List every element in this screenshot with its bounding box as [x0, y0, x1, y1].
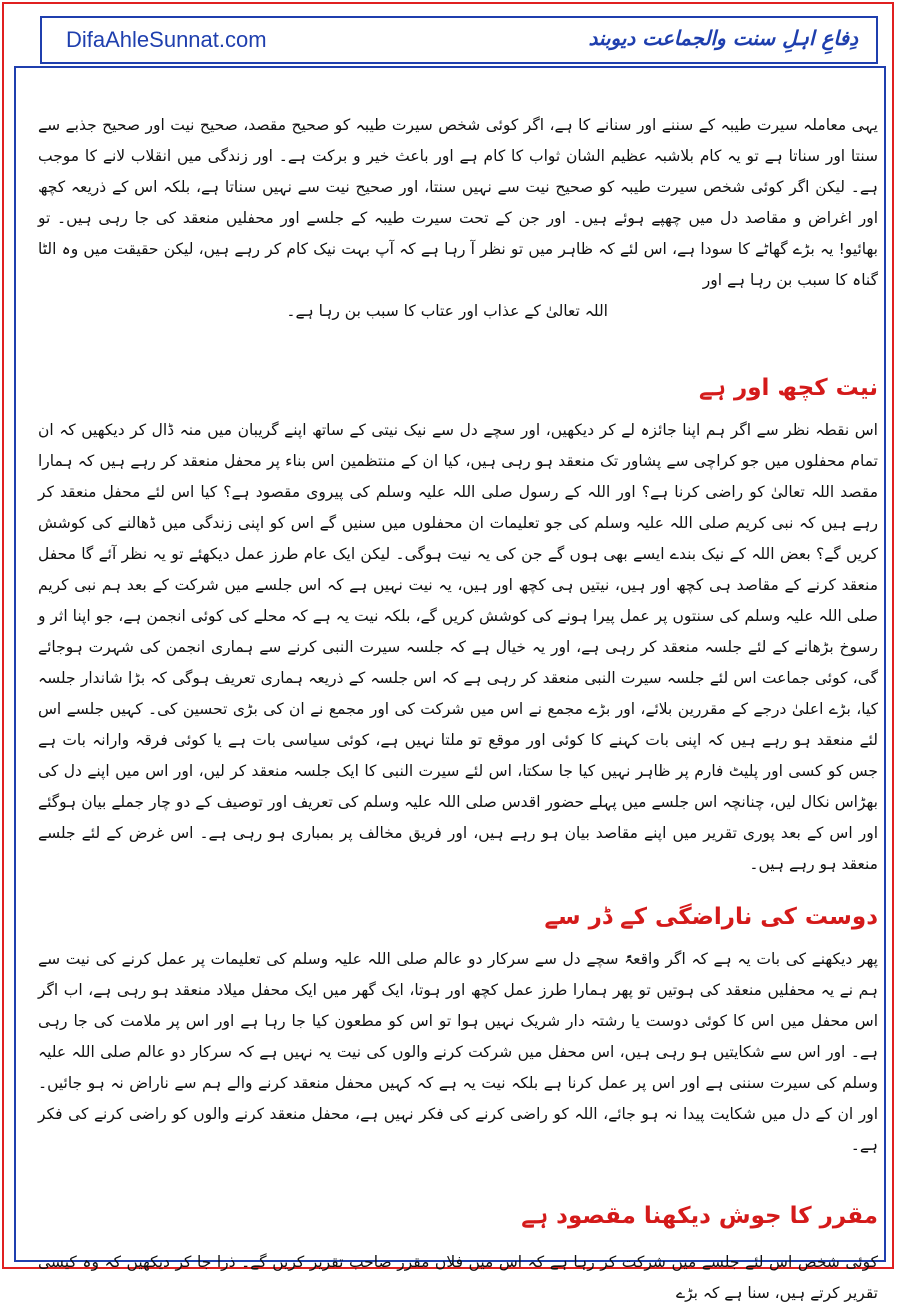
- section-paragraph-dost: پھر دیکھنے کی بات یہ ہے کہ اگر واقعۃً سچے دل سے سرکار دو عالم صلی اللہ علیہ وسلم کی تعلیمات پر عمل کرنے کی نیت سے ہم نے یہ محفلیں منعقد کی ہوتیں تو پھر ہمارا طرز عمل کچھ اور ہوتا، ایک گھر میں ایک محفل میلاد منعقد ہو رہی ہے، اب اگر اس محفل میں اس کا کوئی دوست یا رشتہ دار شریک نہیں ہوا تو اس کو مطعون کیا جا رہا ہے اور اس پر ملامت کی جا رہی ہے۔ اور اس سے شکایتیں ہو رہی ہیں، اس محفل میں شرکت کرنے والوں کی نیت یہ نہیں ہے کہ سرکار دو عالم صلی اللہ علیہ وسلم کی سیرت سننی ہے اور اس پر عمل کرنا ہے بلکہ نیت یہ ہے کہ کہیں محفل منعقد کرنے والے ہم سے ناراض نہ ہو جائیں۔ اور ان کے دل میں شکایت پیدا نہ ہو جائے، اللہ کو راضی کرنے کی فکر نہیں ہے، محفل منعقد کرنے والوں کو راضی کرنے کی فکر ہے۔: [38, 950, 878, 1154]
- article-body: [38, 110, 878, 1309]
- section-heading-muqarrir: مقرر کا جوش دیکھنا مقصود ہے: [521, 1203, 878, 1229]
- section-paragraph-niyat: اس نقطہ نظر سے اگر ہم اپنا جائزہ لے کر دیکھیں، اور سچے دل سے نیک نیتی کے ساتھ اپنے گریبان میں منہ ڈال کر دیکھیں کہ ان تمام محفلوں میں جو کراچی سے پشاور تک منعقد ہو رہی ہیں، کیا ان کے منتظمین اس بناء پر محفل منعقد کر رہے ہیں کہ ہمارا مقصد اللہ تعالیٰ کو راضی کرنا ہے؟ اور اللہ کے رسول صلی اللہ علیہ وسلم کی پیروی مقصود ہے؟ کیا اس لئے محفل منعقد کر رہے ہیں کہ نبی کریم صلی اللہ علیہ وسلم کی جو تعلیمات ان محفلوں میں سنیں گے اس کو اپنی زندگی میں ڈھالنے کی کوشش کریں گے؟ بعض اللہ کے نیک بندے ایسے بھی ہوں گے جن کی یہ نیت ہوگی۔ لیکن ایک عام طرز عمل دیکھئے تو یہ نظر آئے گا محفل منعقد کرنے کے مقاصد ہی کچھ اور ہیں، نیتیں ہی کچھ اور ہیں، یہ نیت نہیں ہے کہ اس جلسے میں شرکت کے بعد ہم نبی کریم صلی اللہ علیہ وسلم کی سنتوں پر عمل پیرا ہونے کی کوشش کریں گے، بلکہ نیت یہ ہے کہ محلے کی کوئی انجمن ہے، جو اپنا اثر و رسوخ بڑھانے کے لئے جلسہ منعقد کر رہی ہے، اور یہ خیال ہے کہ جلسہ سیرت النبی کرنے سے ہماری انجمن کی شہرت ہوجائے گی، کوئی جماعت اس لئے جلسہ سیرت النبی منعقد کر رہی ہے کہ اس جلسہ کے ذریعہ ہماری تعریف ہوگی کہ بڑا شاندار جلسہ کیا، بڑے اعلیٰ درجے کے مقررین بلائے، اور بڑے مجمع نے اس میں شرکت کی اور مجمع نے ان کی بڑی تحسین کی۔ کہیں جلسے اس لئے منعقد ہو رہے ہیں کہ اپنی بات کہنے کا کوئی اور موقع تو ملتا نہیں ہے، کوئی سیاسی بات ہے یا کوئی فرقہ وارانہ بات ہے جس کو کسی اور پلیٹ فارم پر ظاہر نہیں کیا جا سکتا، اس لئے سیرت النبی کا ایک جلسہ منعقد کر لیں، اور اس میں اپنے دل کی بھڑاس نکال لیں، چنانچہ اس جلسے میں پہلے حضور اقدس صلی اللہ علیہ وسلم کی تعریف اور توصیف کے دو چار جملے بیان ہوگئے اور اس کے بعد پوری تقریر میں اپنے مقاصد بیان ہو رہے ہیں، اور فریق مخالف پر بمباری ہو رہی ہے۔ اس غرض کے لئے جلسے منعقد ہو رہے ہیں۔: [38, 421, 878, 873]
- site-url[interactable]: DifaAhleSunnat.com: [66, 27, 267, 52]
- section-heading-niyat: نیت کچھ اور ہے: [699, 375, 878, 401]
- intro-continuation: اللہ تعالیٰ کے عذاب اور عتاب کا سبب بن رہا ہے۔: [286, 302, 608, 320]
- page-header: [40, 16, 878, 64]
- section-heading-dost: دوست کی ناراضگی کے ڈر سے: [544, 904, 878, 930]
- intro-paragraph: یہی معاملہ سیرت طیبہ کے سننے اور سنانے کا ہے، اگر کوئی شخص سیرت طیبہ کو صحیح مقصد، صحیح نیت اور صحیح جذبے سے سنتا اور سناتا ہے تو یہ کام بلاشبہ عظیم الشان ثواب کا کام ہے اور باعث خیر و برکت ہے۔ اور زندگی میں انقلاب لانے کا موجب ہے۔ لیکن اگر کوئی شخص سیرت طیبہ کو صحیح نیت سے نہیں سنتا، اور صحیح نیت سے نہیں سناتا ہے، بلکہ اس کے ذریعہ کچھ اور اغراض و مقاصد دل میں چھپے ہوئے ہیں۔ اور جن کے تحت سیرت طیبہ کے جلسے اور محفلیں منعقد کی جا رہی ہیں۔ تو بھائیو! یہ بڑے گھاٹے کا سودا ہے، اس لئے کہ ظاہر میں تو نظر آ رہا ہے کہ آپ بہت نیک کام کر رہے ہیں، لیکن حقیقت میں وہ الٹا گناہ کا سبب بن رہا ہے اور: [38, 116, 878, 289]
- section-paragraph-muqarrir: کوئی شخص اس لئے جلسے میں شرکت کر رہا ہے کہ اس میں فلاں مقرر صاحب تقریر کریں گے۔ ذرا جا کر دیکھیں کہ وہ کیسی تقریر کرتے ہیں، سنا ہے کہ بڑے: [38, 1253, 878, 1302]
- site-title: دِفاعِ اہلِ سنت والجماعت دیوبند: [588, 26, 858, 50]
